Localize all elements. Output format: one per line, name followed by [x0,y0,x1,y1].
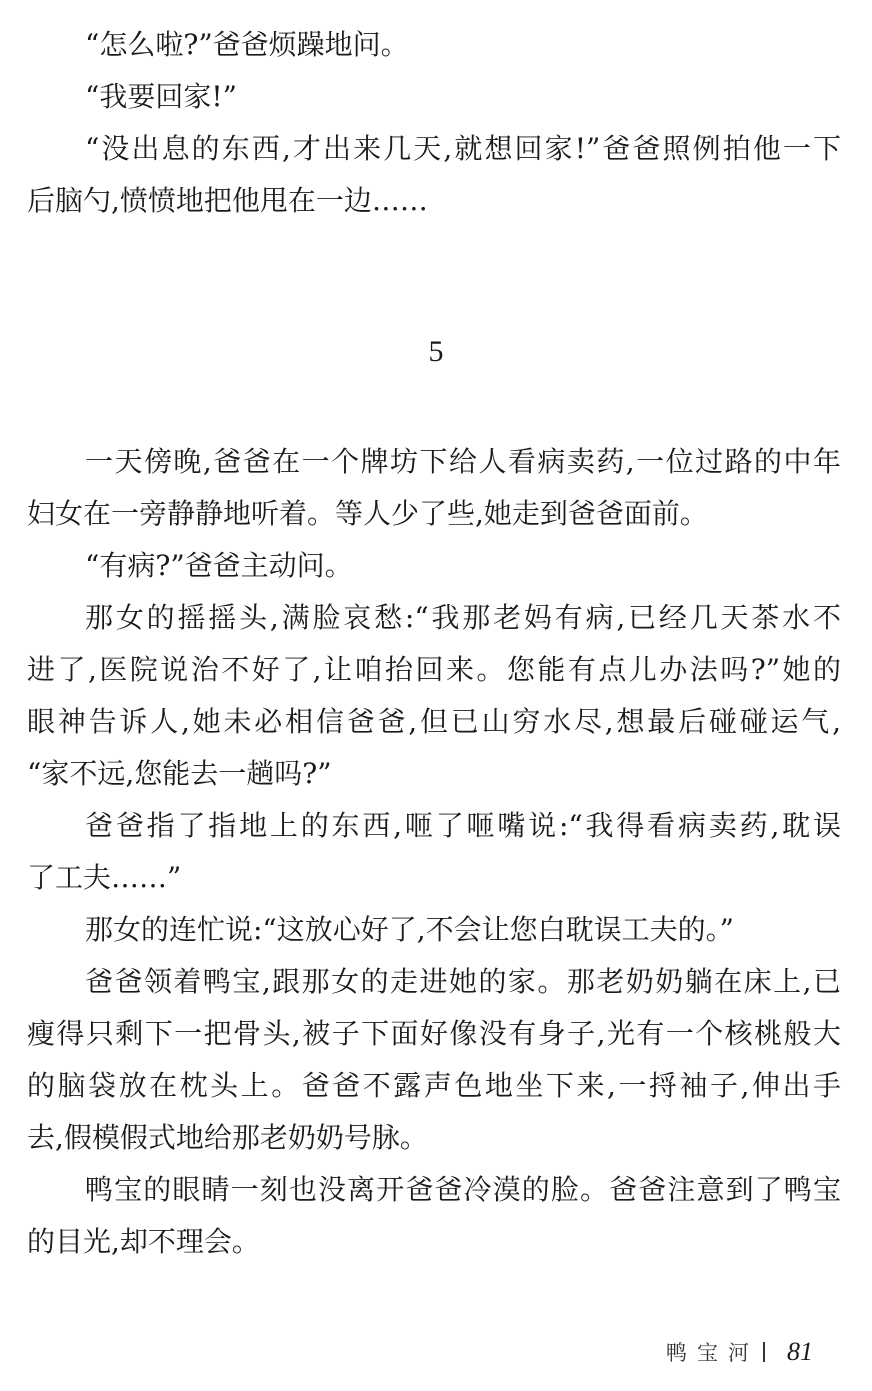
text-line: “有病?”爸爸主动问。 [85,549,353,582]
running-title: 鸭宝河 [666,1341,759,1365]
page-number: 81 [787,1337,813,1366]
paragraph [27,71,841,123]
text-line: “我要回家!” [85,80,237,113]
chapter-heading: 5 [428,335,444,368]
text-line: “家不远,您能去一趟吗?” [27,757,332,790]
text-line: “没出息的东西,才出来几天,就想回家!”爸爸照例拍他一下 [85,132,841,165]
paragraph [27,1164,841,1268]
text-line: 鸭宝的眼睛一刻也没离开爸爸冷漠的脸。爸爸注意到了鸭宝 [85,1173,841,1206]
footer-divider [763,1342,765,1362]
text-line: 的目光,却不理会。 [27,1225,260,1258]
text-line: 了工夫……” [27,861,182,894]
text-line: 后脑勺,愤愤地把他甩在一边…… [27,184,428,217]
paragraph [27,800,841,904]
text-line: 爸爸领着鸭宝,跟那女的走进她的家。那老奶奶躺在床上,已 [85,965,841,998]
paragraph [27,904,841,956]
page-footer [666,1336,813,1368]
text-line: 爸爸指了指地上的东西,咂了咂嘴说:“我得看病卖药,耽误 [85,809,841,842]
section-1-text [27,19,841,227]
text-line: 的脑袋放在枕头上。爸爸不露声色地坐下来,一捋袖子,伸出手 [27,1069,841,1102]
paragraph [27,19,841,71]
paragraph [27,592,841,800]
text-line: 瘦得只剩下一把骨头,被子下面好像没有身子,光有一个核桃般大 [27,1017,841,1050]
paragraph [27,436,841,540]
text-line: 眼神告诉人,她未必相信爸爸,但已山穷水尽,想最后碰碰运气, [27,705,841,738]
text-line: 那女的连忙说:“这放心好了,不会让您白耽误工夫的。” [85,913,734,946]
text-line: 去,假模假式地给那老奶奶号脉。 [27,1121,428,1154]
text-line: “怎么啦?”爸爸烦躁地问。 [85,28,409,61]
text-line: 妇女在一旁静静地听着。等人少了些,她走到爸爸面前。 [27,497,708,530]
text-line: 一天傍晚,爸爸在一个牌坊下给人看病卖药,一位过路的中年 [85,445,841,478]
paragraph [27,956,841,1164]
text-line: 进了,医院说治不好了,让咱抬回来。您能有点儿办法吗?”她的 [27,653,841,686]
paragraph [27,540,841,592]
paragraph [27,123,841,227]
text-line: 那女的摇摇头,满脸哀愁:“我那老妈有病,已经几天茶水不 [85,601,841,634]
section-2-text [27,436,841,1268]
